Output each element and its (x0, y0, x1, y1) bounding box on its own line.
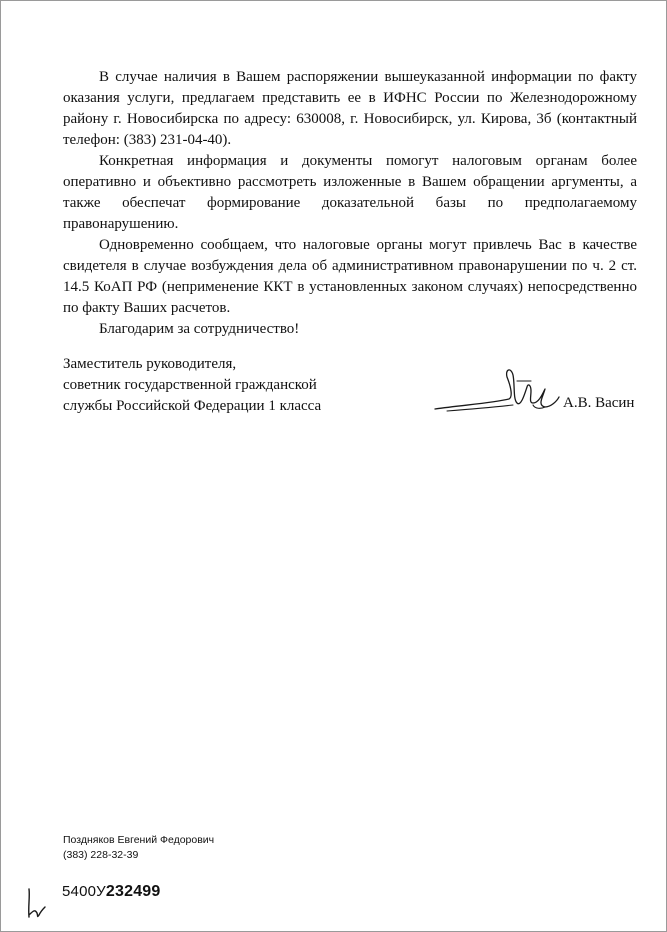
executor-name: Поздняков Евгений Федорович (63, 834, 215, 846)
position-line-2: советник государственной гражданской (63, 377, 317, 393)
paragraph-request-info: В случае наличия в Вашем распоряжении вышеуказанной информации по факту оказания услуги, предлагаем представить ее в ИФНС России по Железнодорожному району г. Новосибирска по адресу: 630008, г. Новосибирск, ул. Кирова, 3б (контактный телефон: (383) 231-04-40). (63, 69, 637, 148)
paragraph-documents-help: Конкретная информация и документы помогут налоговым органам более оперативно и объективно рассмотреть изложенные в Вашем обращении аргументы, а также обеспечат формирование доказательной базы по предполагаемому правонарушению. (63, 153, 637, 232)
handwritten-signature (433, 363, 561, 417)
position-line-1: Заместитель руководителя, (63, 356, 237, 372)
registration-code: 5400У (62, 883, 106, 900)
paragraph-thanks: Благодарим за сотрудничество! (99, 321, 300, 337)
paragraph-witness-notice: Одновременно сообщаем, что налоговые органы могут привлечь Вас в качестве свидетеля в случае возбуждения дела об административном правонарушении по ч. 2 ст. 14.5 КоАП РФ (неприменение ККТ в установленных законом случаях) непосредственно по факту Ваших расчетов. (63, 237, 637, 316)
executor-phone: (383) 228-32-39 (63, 849, 139, 861)
registration-digits: 232499 (105, 883, 161, 900)
registration-number (62, 883, 161, 901)
letter-body (63, 67, 637, 340)
executor-info (63, 833, 214, 863)
handwritten-initials (25, 885, 47, 921)
signatory-position (63, 354, 321, 417)
position-line-3: службы Российской Федерации 1 класса (63, 398, 322, 414)
signer-name: А.В. Васин (563, 395, 635, 411)
